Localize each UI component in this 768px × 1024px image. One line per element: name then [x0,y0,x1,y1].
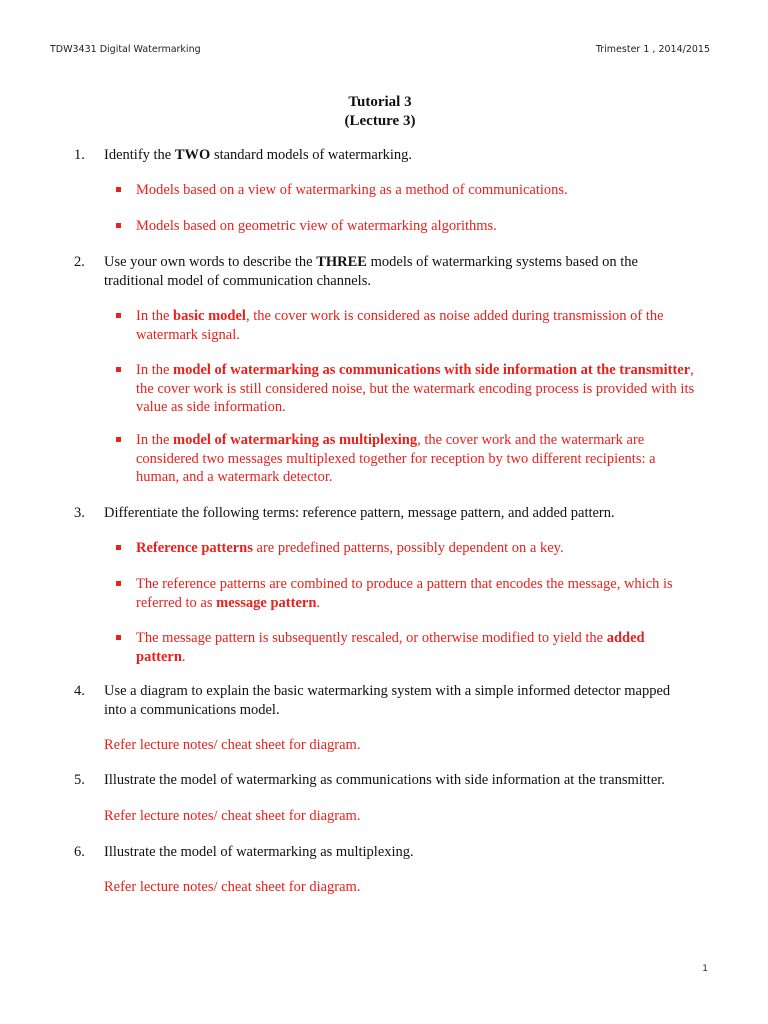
question-text: Use a diagram to explain the basic watermarking system with a simple informed detector mapped into a communications model. [104,683,671,718]
answer-reference: Refer lecture notes/ cheat sheet for diagram. [104,879,361,895]
answer-reference: Refer lecture notes/ cheat sheet for diagram. [104,737,361,753]
question-text: Illustrate the model of watermarking as communications with side information at the transmitter. [104,772,665,788]
bullet-marker [116,635,121,640]
bullet-marker [116,581,121,586]
header-term: Trimester 1 , 2014/2015 [595,44,710,55]
lecture-subtitle: (Lecture 3) [344,113,416,129]
bullet-marker [116,367,121,372]
answer-reference: Refer lecture notes/ cheat sheet for diagram. [104,808,361,824]
question-text: Differentiate the following terms: reference pattern, message pattern, and added pattern. [104,505,615,521]
bullet-marker [116,187,121,192]
question-number: 2. [74,254,85,270]
question-text: Use your own words to describe the THREE models of watermarking systems based on the traditional model of communication channels. [104,254,638,289]
question-number: 1. [74,147,85,163]
question-number: 4. [74,683,85,699]
header-course: TDW3431 Digital Watermarking [50,44,201,55]
bullet-marker [116,545,121,550]
question-number: 3. [74,505,85,521]
bullet-marker [116,313,121,318]
bullet-marker [116,437,121,442]
tutorial-title: Tutorial 3 [348,94,412,110]
question-text: Identify the TWO standard models of watermarking. [104,147,413,163]
question-number: 6. [74,844,85,860]
bullet-marker [116,223,121,228]
question-number: 5. [74,772,85,788]
page-number: 1 [702,964,708,974]
question-text: Illustrate the model of watermarking as multiplexing. [104,844,414,860]
